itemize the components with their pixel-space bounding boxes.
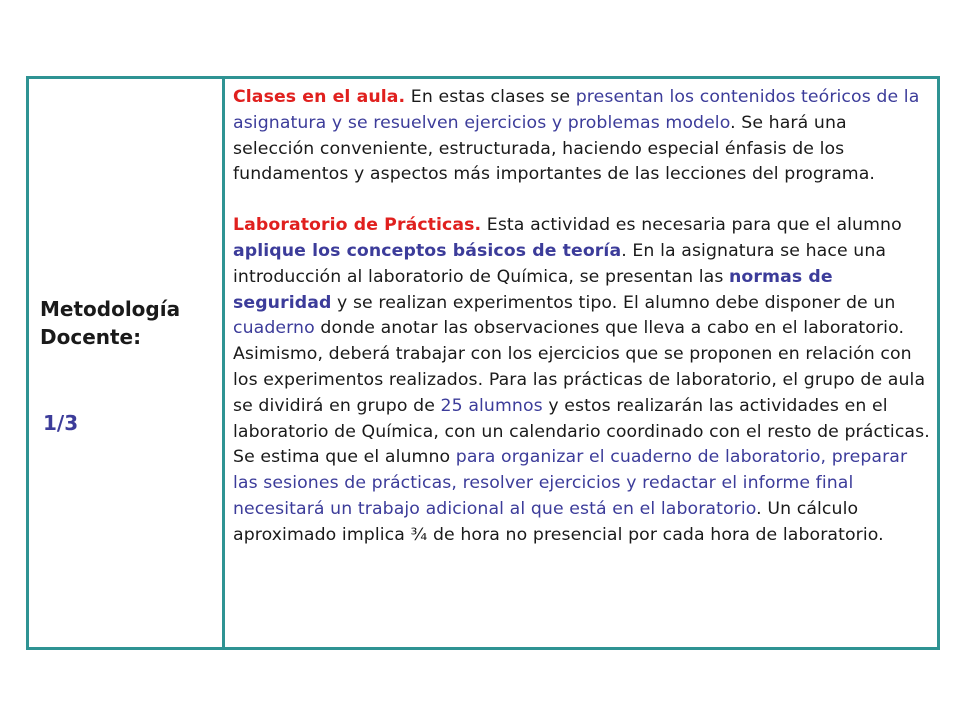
section-label-cell (29, 79, 225, 647)
content-table (26, 76, 940, 650)
paragraph-laboratorio (233, 213, 933, 548)
paragraph-text: . Se hará una selección conveniente, estructurada, haciendo especial énfasis de los fundamentos y aspectos más importantes de las lecciones del programa. (233, 112, 876, 185)
emphasis-text: normas de seguridad (233, 266, 833, 313)
section-title (40, 295, 180, 351)
paragraph-text: . En la asignatura se hace una introducción al laboratorio de Química, se presentan las (233, 240, 887, 287)
paragraph-text: y estos realizarán las actividades en el laboratorio de Química, con un calendario coordinado con el resto de prácticas. Se estima que el alumno (233, 395, 930, 468)
paragraph-text: donde anotar las observaciones que lleva a cabo en el laboratorio. Asimismo, deberá trabajar con los ejercicios que se proponen en relación con los experimentos realizados. Para las prácticas de laboratorio, el grupo de aula se dividirá en grupo de (233, 318, 926, 416)
paragraph-text: Esta actividad es necesaria para que el alumno (481, 215, 902, 236)
emphasis-text: aplique los conceptos básicos de teoría (233, 240, 622, 261)
section-title-line2: Docente: (40, 325, 142, 349)
paragraph-heading: Clases en el aula. (233, 87, 406, 107)
description-cell (225, 79, 937, 647)
paragraph-text: . Un cálculo aproximado implica ¾ de hora no presencial por cada hora de laboratorio. (233, 498, 884, 545)
page-indicator: 1/3 (43, 411, 79, 435)
paragraph-text: En estas clases se (405, 87, 576, 107)
paragraph-clases-aula (233, 85, 933, 188)
section-title-line1: Metodología (40, 297, 181, 321)
emphasis-text: para organizar el cuaderno de laboratorio, preparar las sesiones de prácticas, resolver ejercicios y redactar el informe final necesitará un trabajo adicional al que está en el laboratorio (233, 447, 908, 519)
emphasis-text: cuaderno (233, 318, 315, 339)
emphasis-text: presentan los contenidos teóricos de la asignatura y se resuelven ejercicios y problemas modelo (233, 87, 920, 133)
paragraph-text: y se realizan experimentos tipo. El alumno debe disponer de un (331, 292, 896, 313)
paragraph-heading: Laboratorio de Prácticas. (233, 215, 482, 236)
emphasis-text: 25 alumnos (440, 395, 543, 416)
